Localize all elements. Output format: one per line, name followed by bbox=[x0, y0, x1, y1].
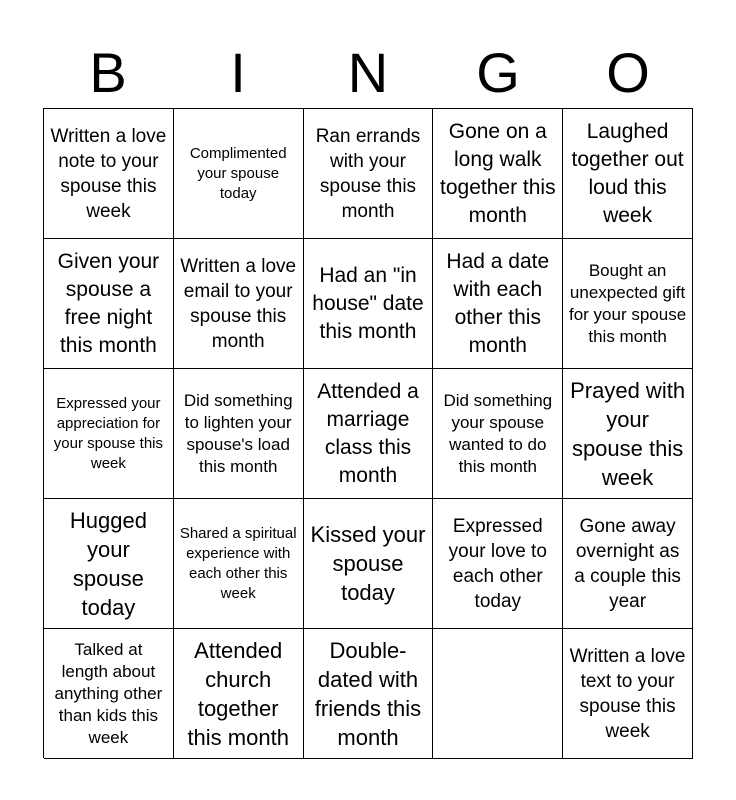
bingo-board bbox=[43, 108, 693, 758]
cell-text: Double-dated with friends this month bbox=[314, 637, 422, 750]
bingo-cell[interactable] bbox=[304, 109, 434, 239]
board-row bbox=[44, 629, 693, 759]
cell-text: Attended a marriage class this month bbox=[317, 379, 419, 487]
board-row bbox=[44, 109, 693, 239]
bingo-cell[interactable] bbox=[563, 369, 693, 499]
bingo-cell[interactable] bbox=[44, 369, 174, 499]
bingo-cell[interactable] bbox=[174, 499, 304, 629]
bingo-cell[interactable] bbox=[174, 109, 304, 239]
bingo-cell[interactable] bbox=[433, 109, 563, 239]
header-letter-o: O bbox=[606, 41, 650, 104]
cell-text: Bought an unexpected gift for your spouse this month bbox=[568, 260, 687, 346]
bingo-cell[interactable] bbox=[44, 109, 174, 239]
header-letter-i: I bbox=[230, 41, 246, 104]
bingo-cell[interactable] bbox=[433, 239, 563, 369]
bingo-cell[interactable] bbox=[433, 499, 563, 629]
cell-text: Given your spouse a free night this month bbox=[57, 249, 160, 357]
bingo-cell[interactable] bbox=[304, 369, 434, 499]
cell-text: Had a date with each other this month bbox=[446, 249, 550, 357]
bingo-header bbox=[43, 38, 693, 108]
cell-text: Written a love note to your spouse this week bbox=[50, 125, 167, 222]
header-letter-g: G bbox=[476, 41, 520, 104]
cell-text: Attended church together this month bbox=[187, 637, 289, 750]
bingo-cell[interactable] bbox=[174, 239, 304, 369]
cell-text: Did something to lighten your spouse's load this month bbox=[183, 390, 293, 476]
cell-text: Laughed together out loud this week bbox=[571, 119, 684, 227]
cell-text: Gone away overnight as a couple this year bbox=[574, 515, 681, 612]
bingo-cell[interactable] bbox=[174, 369, 304, 499]
bingo-cell[interactable] bbox=[304, 499, 434, 629]
cell-text: Had an "in house" date this month bbox=[312, 263, 424, 343]
cell-text: Did something your spouse wanted to do this month bbox=[443, 390, 553, 476]
cell-text: Written a love text to your spouse this week bbox=[569, 645, 686, 742]
bingo-cell[interactable] bbox=[44, 499, 174, 629]
board-row bbox=[44, 239, 693, 369]
bingo-cell[interactable] bbox=[563, 499, 693, 629]
cell-text: Gone on a long walk together this month bbox=[440, 119, 556, 227]
cell-text: Kissed your spouse today bbox=[310, 522, 426, 605]
bingo-cell[interactable] bbox=[304, 239, 434, 369]
bingo-cell[interactable] bbox=[563, 629, 693, 759]
cell-text: Shared a spiritual experience with each other this week bbox=[179, 524, 297, 602]
bingo-cell[interactable] bbox=[563, 239, 693, 369]
cell-text: Ran errands with your spouse this month bbox=[315, 125, 421, 222]
cell-text: Complimented your spouse today bbox=[189, 144, 287, 202]
cell-text: Talked at length about anything other than kids this week bbox=[54, 639, 163, 747]
board-row bbox=[44, 499, 693, 629]
cell-text: Hugged your spouse today bbox=[69, 507, 147, 620]
bingo-cell[interactable] bbox=[563, 109, 693, 239]
bingo-cell[interactable] bbox=[433, 369, 563, 499]
header-letter-b: B bbox=[89, 41, 127, 104]
bingo-cell-empty[interactable] bbox=[433, 629, 563, 759]
header-letter-n: N bbox=[347, 41, 389, 104]
cell-text: Prayed with your spouse this week bbox=[570, 377, 686, 490]
cell-text: Expressed your love to each other today bbox=[448, 515, 547, 612]
board-row bbox=[44, 369, 693, 499]
cell-text: Written a love email to your spouse this month bbox=[180, 255, 297, 352]
cell-text: Expressed your appreciation for your spouse this week bbox=[53, 394, 164, 472]
bingo-cell[interactable] bbox=[304, 629, 434, 759]
bingo-cell[interactable] bbox=[44, 239, 174, 369]
bingo-cell[interactable] bbox=[44, 629, 174, 759]
bingo-cell[interactable] bbox=[174, 629, 304, 759]
